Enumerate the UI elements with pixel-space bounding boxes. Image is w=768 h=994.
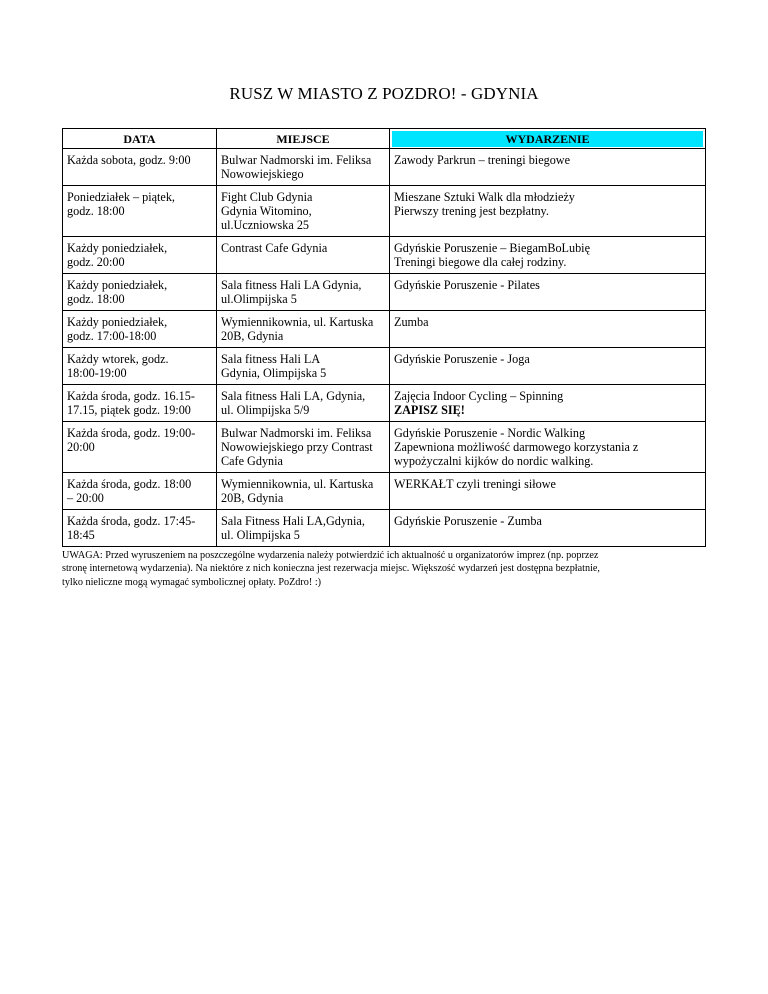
place-cell-line: 20B, Gdynia bbox=[221, 491, 284, 505]
event-cell bbox=[390, 385, 706, 422]
table-row bbox=[63, 473, 706, 510]
place-cell-line: Nowowiejskiego bbox=[221, 167, 304, 181]
place-cell-line: Bulwar Nadmorski im. Feliksa bbox=[221, 426, 372, 440]
table-row bbox=[63, 510, 706, 547]
event-cell-line: Pierwszy trening jest bezpłatny. bbox=[394, 204, 549, 218]
note-line: stronę internetową wydarzenia). Na niektóre z nich konieczna jest rezerwacja miejsc. Większość wydarzeń jest dostępna bezpłatnie, bbox=[62, 563, 600, 575]
date-cell-line: Poniedziałek – piątek, bbox=[67, 190, 175, 204]
date-cell-line: Każda środa, godz. 18:00 bbox=[67, 477, 192, 491]
event-cell bbox=[390, 237, 706, 274]
event-cell-line: Zajęcia Indoor Cycling – Spinning bbox=[394, 389, 564, 403]
event-cell-line: Treningi biegowe dla całej rodziny. bbox=[394, 255, 567, 269]
event-cell-line: Zapewniona możliwość darmowego korzystania z bbox=[394, 440, 639, 454]
place-cell-line: Sala fitness Hali LA Gdynia, bbox=[221, 278, 362, 292]
page-title: RUSZ W MIASTO Z POZDRO! - GDYNIA bbox=[229, 84, 539, 103]
event-cell bbox=[390, 473, 706, 510]
date-cell-line: godz. 18:00 bbox=[67, 292, 125, 306]
place-cell-line: Wymiennikownia, ul. Kartuska bbox=[221, 315, 374, 329]
date-cell-line: godz. 18:00 bbox=[67, 204, 125, 218]
place-cell-line: Sala Fitness Hali LA,Gdynia, bbox=[221, 514, 365, 528]
place-cell-line: ul.Olimpijska 5 bbox=[221, 292, 297, 306]
place-cell-line: Contrast Cafe Gdynia bbox=[221, 241, 328, 255]
date-cell bbox=[63, 237, 217, 274]
date-cell-line: 18:00-19:00 bbox=[67, 366, 127, 380]
schedule-table bbox=[62, 128, 706, 547]
place-cell bbox=[217, 237, 390, 274]
place-cell bbox=[217, 473, 390, 510]
date-cell bbox=[63, 348, 217, 385]
event-cell bbox=[390, 274, 706, 311]
place-cell-line: Sala fitness Hali LA, Gdynia, bbox=[221, 389, 366, 403]
place-cell bbox=[217, 348, 390, 385]
place-cell-line: ul. Olimpijska 5 bbox=[221, 528, 300, 542]
event-cell-line: Mieszane Sztuki Walk dla młodzieży bbox=[394, 190, 575, 204]
table-row bbox=[63, 422, 706, 473]
date-cell-line: Każda środa, godz. 17:45- bbox=[67, 514, 196, 528]
date-cell-line: 18:45 bbox=[67, 528, 95, 542]
disclaimer-note bbox=[62, 549, 712, 589]
place-cell-line: Fight Club Gdynia bbox=[221, 190, 313, 204]
event-cell-line: Zawody Parkrun – treningi biegowe bbox=[394, 153, 570, 167]
place-cell-line: Nowowiejskiego przy Contrast bbox=[221, 440, 373, 454]
date-cell bbox=[63, 149, 217, 186]
note-line: tylko nieliczne mogą wymagać symbolicznej opłaty. PoZdro! :) bbox=[62, 576, 322, 588]
date-cell-line: Każdy poniedziałek, bbox=[67, 315, 168, 329]
place-cell bbox=[217, 422, 390, 473]
event-cell-line: wypożyczalni kijków do nordic walking. bbox=[394, 454, 594, 468]
place-cell bbox=[217, 186, 390, 237]
date-cell bbox=[63, 186, 217, 237]
header-place: MIEJSCE bbox=[217, 129, 390, 149]
place-cell-line: ul. Olimpijska 5/9 bbox=[221, 403, 310, 417]
date-cell-line: 17.15, piątek godz. 19:00 bbox=[67, 403, 191, 417]
date-cell bbox=[63, 311, 217, 348]
place-cell-line: Wymiennikownia, ul. Kartuska bbox=[221, 477, 374, 491]
event-cell bbox=[390, 186, 706, 237]
table-row bbox=[63, 149, 706, 186]
date-cell-line: Każda środa, godz. 16.15- bbox=[67, 389, 195, 403]
place-cell-line: Bulwar Nadmorski im. Feliksa bbox=[221, 153, 372, 167]
date-cell-line: godz. 17:00-18:00 bbox=[67, 329, 157, 343]
place-cell-line: Gdynia, Olimpijska 5 bbox=[221, 366, 327, 380]
place-cell-line: ul.Uczniowska 25 bbox=[221, 218, 310, 232]
date-cell-line: Każda środa, godz. 19:00- bbox=[67, 426, 196, 440]
place-cell-line: Gdynia Witomino, bbox=[221, 204, 312, 218]
date-cell bbox=[63, 510, 217, 547]
header-event bbox=[390, 129, 706, 149]
date-cell-line: Każdy poniedziałek, bbox=[67, 241, 168, 255]
place-cell bbox=[217, 385, 390, 422]
date-cell bbox=[63, 473, 217, 510]
event-cell-line: Gdyńskie Poruszenie - Nordic Walking bbox=[394, 426, 586, 440]
date-cell-line: Każdy wtorek, godz. bbox=[67, 352, 169, 366]
date-cell-line: godz. 20:00 bbox=[67, 255, 125, 269]
table-row bbox=[63, 274, 706, 311]
event-cell bbox=[390, 510, 706, 547]
event-cell bbox=[390, 149, 706, 186]
table-row bbox=[63, 237, 706, 274]
date-cell bbox=[63, 385, 217, 422]
place-cell-line: Sala fitness Hali LA bbox=[221, 352, 321, 366]
table-row bbox=[63, 311, 706, 348]
table-row bbox=[63, 186, 706, 237]
event-cell-line: WERKAŁT czyli treningi siłowe bbox=[394, 477, 556, 491]
header-date: DATA bbox=[63, 129, 217, 149]
date-cell-line: Każdy poniedziałek, bbox=[67, 278, 168, 292]
date-cell-line: Każda sobota, godz. 9:00 bbox=[67, 153, 191, 167]
place-cell-line: 20B, Gdynia bbox=[221, 329, 284, 343]
note-line: UWAGA: Przed wyruszeniem na poszczególne wydarzenia należy potwierdzić ich aktualność u organizatorów imprez (np. poprzez bbox=[62, 550, 599, 561]
table-row bbox=[63, 348, 706, 385]
event-cell bbox=[390, 422, 706, 473]
event-cell-line: Gdyńskie Poruszenie - Zumba bbox=[394, 514, 542, 528]
place-cell-line: Cafe Gdynia bbox=[221, 454, 283, 468]
table-header-row bbox=[63, 129, 706, 149]
place-cell bbox=[217, 510, 390, 547]
place-cell bbox=[217, 149, 390, 186]
place-cell bbox=[217, 274, 390, 311]
date-cell bbox=[63, 274, 217, 311]
date-cell-line: 20:00 bbox=[67, 440, 95, 454]
header-event-label: WYDARZENIE bbox=[392, 131, 703, 147]
signup-callout: ZAPISZ SIĘ! bbox=[394, 403, 465, 417]
event-cell-line: Gdyńskie Poruszenie - Pilates bbox=[394, 278, 540, 292]
table-row bbox=[63, 385, 706, 422]
event-cell-line: Zumba bbox=[394, 315, 429, 329]
event-cell bbox=[390, 348, 706, 385]
event-cell-line: Gdyńskie Poruszenie - Joga bbox=[394, 352, 530, 366]
event-cell bbox=[390, 311, 706, 348]
event-cell-line: Gdyńskie Poruszenie – BiegamBoLubię bbox=[394, 241, 590, 255]
date-cell bbox=[63, 422, 217, 473]
date-cell-line: – 20:00 bbox=[67, 491, 104, 505]
place-cell bbox=[217, 311, 390, 348]
